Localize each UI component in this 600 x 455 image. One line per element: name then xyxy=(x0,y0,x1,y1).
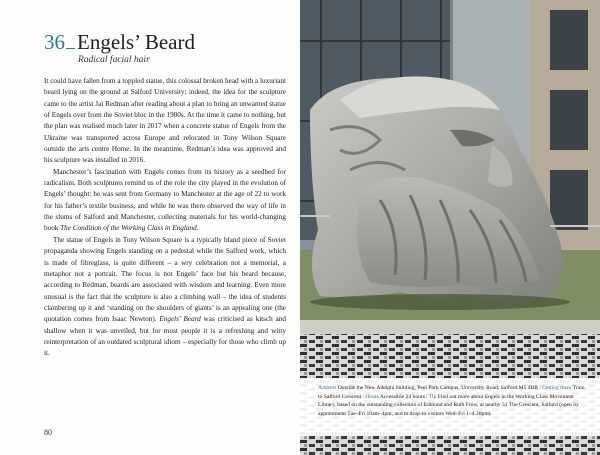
chapter-title: Engels’ Beard xyxy=(77,30,195,54)
paragraph-2-text: Manchester’s fascination with Engels comes from its history as a seedbed for radicalism. Both sculptures remind us of the role the city played in the evolution of Engels’ thought: he was sent from Germany to Manchester at the age of 22 to work for his father’s textile business, and while he was there observed the way of life in the slums of Salford and Manchester, collecting materials for his world-changing book xyxy=(44,167,286,233)
body-text xyxy=(44,76,286,360)
separator: | xyxy=(426,393,428,400)
hours-value: Accessible 24 hours xyxy=(379,393,425,400)
paragraph-3-end: was criticised as kitsch and shallow when it was unveiled, but for most people it is a refreshing and witty reinterpretation of an outdated sculptural idiom – especially for those who climb up it. xyxy=(44,315,286,358)
paragraph-2 xyxy=(44,167,286,235)
chapter-subtitle: Radical facial hair xyxy=(78,55,150,65)
paragraph-2-end: . xyxy=(196,224,199,233)
address-label: Address xyxy=(318,385,337,391)
hours-label: Hours xyxy=(365,393,379,400)
paragraph-3-text: The statue of Engels in Tony Wilson Square is a typically bland piece of Soviet propaganda showing Engels standing on a pedestal while the Salford work, which is made of fibreglass, is quite different – a wry celebration not a memorial, a metaphor not a portrait. The focus is not Engels’ face but his beard because, according to Redman, beards are associated with wisdom and learning. Even more unusual is the fact that the sculpture is also a climbing wall – the idea of students clambering up it and ‘standing on the shoulders of giants’ is an appealing one (the quotation comes from Isaac Newton). xyxy=(44,235,286,324)
separator: | xyxy=(539,385,541,391)
separator: | xyxy=(362,393,364,400)
getting-there-label: Getting there xyxy=(541,385,572,391)
paragraph-1: It could have fallen from a toppled statue, this colossal broken head with a luxuriant beard lying on the ground at Salford University; indeed, the idea for the sculpture came to the artist Jai Redman after reading about a plan to bring an unwanted statue of Engels over from the Soviet bloc in the 1980s. At the time it came to nothing, but the plan was realised much later in 2017 when a concrete statue of Engels from the Ukraine was transported across Europe and relocated in Tony Wilson Square outside the arts centre Home. In the meantime, Redman’s idea was approved and his sculpture was installed in 2016. xyxy=(44,77,286,165)
chapter-heading xyxy=(44,30,195,55)
address-value: Outside the New Adelphi building, Peel Park Campus, University Road, Salford M5 4BR xyxy=(337,385,539,391)
paragraph-3 xyxy=(44,235,286,360)
tip-label: Tip xyxy=(428,393,437,400)
info-caption xyxy=(300,378,600,436)
book-title: The Condition of the Working Class in England xyxy=(60,224,197,233)
getting-there-value: Train to Salford Crescent xyxy=(318,385,585,400)
page-number: 80 xyxy=(44,428,52,437)
chapter-number: 36 xyxy=(44,30,65,54)
tip-value: Find out more about Engels in the Working Class Movement Library, based on the outstanding collection of Edmund and Ruth Frow, at nearby 51 The Crescent, Salford (open by appointment Tue–Fri 10am–4pm, and to drop-in visitors Wed–Fri 1–4.30pm). xyxy=(318,393,579,417)
sculpture-title: Engels’ Beard xyxy=(159,315,201,324)
number-rule xyxy=(66,48,75,49)
